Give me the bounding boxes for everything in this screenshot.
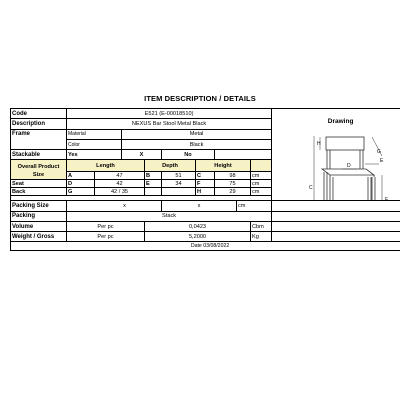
height-header: Height	[196, 160, 251, 172]
date-row	[11, 242, 400, 251]
back-label: Back	[11, 188, 67, 196]
size-value-2: 51	[162, 172, 196, 180]
material-value: Metal	[122, 129, 272, 139]
color-value: Black	[122, 139, 272, 149]
stackable-mark: X	[122, 150, 162, 160]
stackable-empty	[215, 150, 272, 160]
seat-label: Seat	[11, 180, 67, 188]
document-title: ITEM DESCRIPTION / DETAILS	[144, 94, 256, 103]
packing-extra	[272, 211, 400, 221]
drawing-cell	[272, 109, 400, 239]
seat-shape	[322, 169, 374, 175]
packing-size-extra	[272, 201, 400, 211]
back-letter-3: H	[196, 188, 215, 196]
weight-extra	[272, 232, 400, 242]
overall-product-label: Overall Product	[11, 160, 67, 172]
seat-value-3: 75	[215, 180, 251, 188]
volume-extra	[272, 221, 400, 231]
seat-unit: cm	[251, 180, 272, 188]
depth-header: Depth	[145, 160, 196, 172]
dim-letter-e: E	[380, 158, 384, 164]
packing-size-x1: x	[67, 201, 162, 211]
volume-value: 0,0423	[145, 221, 251, 231]
back-letter-2	[145, 188, 162, 196]
frame-label-spacer	[11, 139, 67, 149]
code-label: Code	[11, 109, 67, 119]
seat-letter-2: E	[145, 180, 162, 188]
packing-size-row	[11, 201, 400, 211]
volume-unit: Cbm	[251, 221, 272, 231]
stackable-label: Stackable	[11, 150, 67, 160]
seat-letter-1: D	[67, 180, 95, 188]
spec-table	[10, 108, 400, 251]
date-text: Date 03/08/2022	[11, 242, 400, 251]
back-unit: cm	[251, 188, 272, 196]
volume-label: Volume	[11, 221, 67, 231]
size-unit: cm	[251, 172, 272, 180]
overall-unit-header	[251, 160, 272, 172]
volume-per: Per pc	[67, 221, 145, 231]
dim-letter-c: C	[309, 185, 313, 191]
size-label: Size	[11, 172, 67, 180]
stackable-no: No	[162, 150, 215, 160]
back-value-3: 29	[215, 188, 251, 196]
size-value-1: 47	[95, 172, 145, 180]
backrest-shape	[326, 137, 364, 150]
packing-size-unit: cm	[237, 201, 272, 211]
dim-letter-g: G	[377, 149, 381, 155]
packing-size-label: Packing Size	[11, 201, 67, 211]
description-label: Description	[11, 119, 67, 129]
length-header: Length	[67, 160, 145, 172]
packing-label: Packing	[11, 211, 67, 221]
code-row	[11, 109, 400, 119]
size-letter-2: B	[145, 172, 162, 180]
volume-row	[11, 221, 400, 231]
weight-value: 5,2000	[145, 232, 251, 242]
dim-letter-f: F	[385, 197, 389, 203]
packing-size-x2: x	[162, 201, 237, 211]
frame-label: Frame	[11, 129, 67, 139]
dim-letter-d: D	[347, 163, 351, 169]
size-letter-3: C	[196, 172, 215, 180]
size-letter-1: A	[67, 172, 95, 180]
stackable-yes: Yes	[67, 150, 122, 160]
weight-unit: Kg	[251, 232, 272, 242]
color-label: Color	[67, 139, 122, 149]
seat-value-1: 42	[95, 180, 145, 188]
code-value: E521 (E-00018510)	[67, 109, 272, 119]
size-value-3: 98	[215, 172, 251, 180]
stool-drawing: H C G E D F B A	[272, 131, 400, 201]
description-value: NEXUS Bar Stool Metal Black	[67, 119, 272, 129]
back-value-2	[162, 188, 196, 196]
seat-letter-3: F	[196, 180, 215, 188]
weight-per: Per pc	[67, 232, 145, 242]
weight-label: Weight / Gross	[11, 232, 67, 242]
back-letter-1: G	[67, 188, 95, 196]
material-label: Material	[67, 129, 122, 139]
back-value-1: 42 / 35	[95, 188, 145, 196]
dim-letter-h: H	[317, 141, 321, 147]
packing-value: Stack	[67, 211, 272, 221]
packing-row	[11, 211, 400, 221]
seat-value-2: 34	[162, 180, 196, 188]
weight-row	[11, 232, 400, 242]
drawing-title: Drawing	[327, 118, 354, 125]
